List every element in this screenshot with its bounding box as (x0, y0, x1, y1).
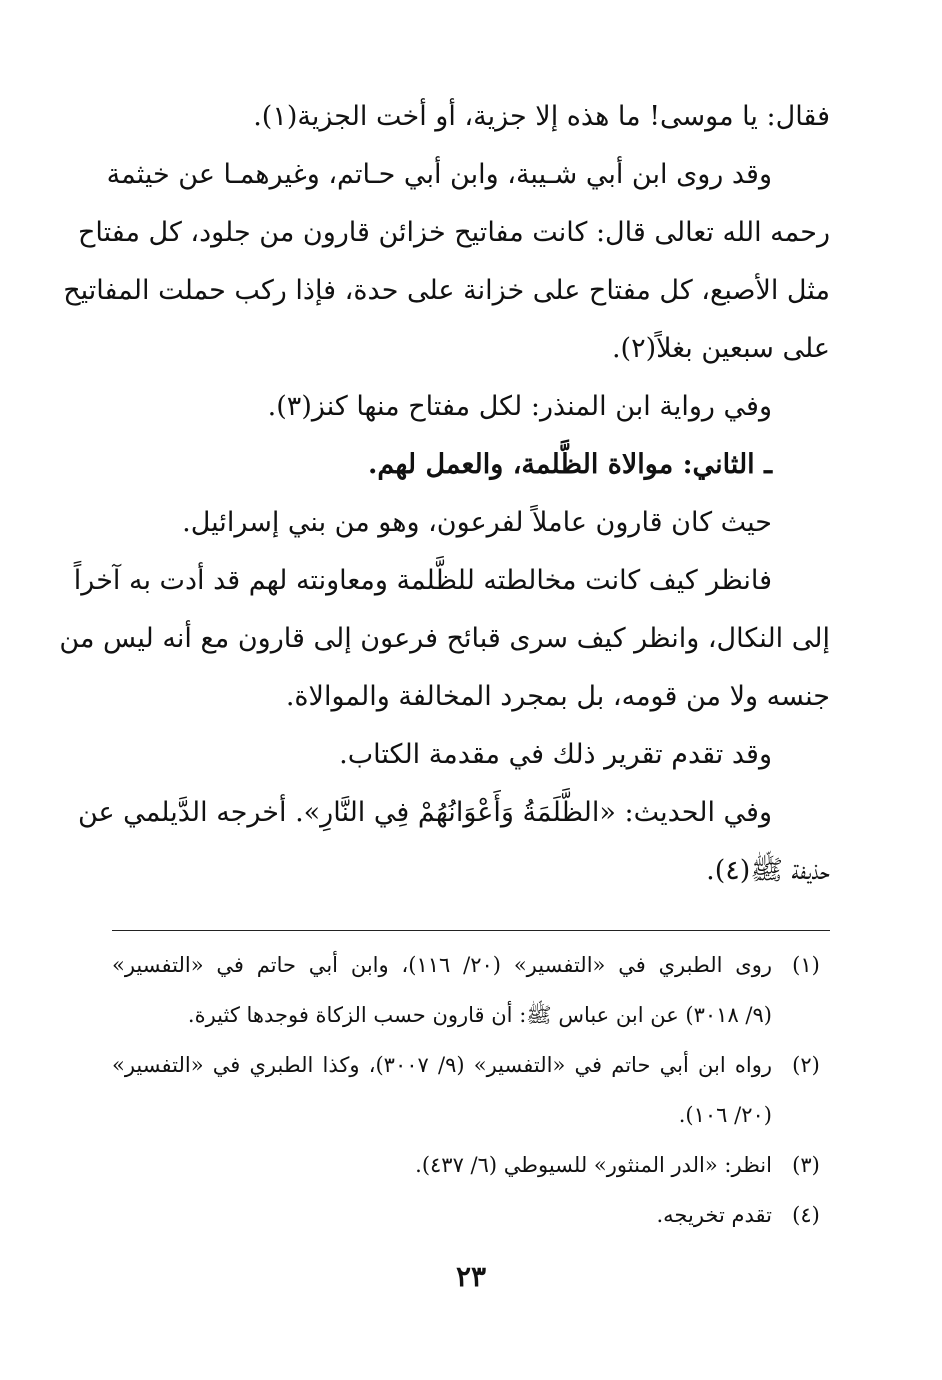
footnote-line (112, 1090, 830, 1140)
text-line: وقد روى ابن أبي شـيبة، وابن أبي حـاتم، وغيرهمـا عن خيثمة (106, 159, 772, 190)
text-line: وفي رواية ابن المنذر: لكل مفتاح منها كنز(٣). (267, 391, 772, 422)
footnote-line (112, 990, 830, 1040)
footnote-text: (٩/ ٣٠١٨) عن ابن عباس ﷺ: أن قارون حسب الزكاة فوجدها كثيرة. (187, 1003, 772, 1027)
text-line: فقال: يا موسى! ما هذه إلا جزية، أو أخت الجزية(١). (253, 101, 830, 132)
text-line: حذيفة ﷺ(٤). (706, 855, 830, 886)
text-line: وقد تقدم تقرير ذلك في مقدمة الكتاب. (339, 739, 772, 770)
footnote-line (112, 1190, 830, 1240)
footnote-text: تقدم تخريجه. (656, 1203, 772, 1227)
text-line: على سبعين بغلاً(٢). (611, 333, 830, 364)
text-line: فانظر كيف كانت مخالطته للظَّلمة ومعاونته لهم قد أدت به آخراً (73, 565, 772, 596)
footnote-number: (٣) (792, 1153, 820, 1177)
footnote-text: انظر: «الدر المنثور» للسيوطي (٦/ ٤٣٧). (415, 1153, 772, 1177)
text-line: مثل الأصبع، كل مفتاح على خزانة على حدة، فإذا ركب حملت المفاتيح (63, 275, 830, 306)
footnote-line (112, 1040, 830, 1090)
footnote-text: روى الطبري في «التفسير» (٢٠/ ١١٦)، وابن أبي حاتم في «التفسير» (112, 953, 772, 977)
text-line: جنسه ولا من قومه، بل بمجرد المخالفة والموالاة. (285, 681, 830, 712)
footnote-line (112, 940, 830, 990)
footnote-divider (112, 930, 830, 931)
footnotes (112, 940, 830, 1240)
main-text (59, 88, 830, 1227)
footnote-text: رواه ابن أبي حاتم في «التفسير» (٩/ ٣٠٠٧)، وكذا الطبري في «التفسير» (112, 1053, 772, 1077)
footnote-number: (١) (792, 953, 820, 977)
text-line: إلى النكال، وانظر كيف سرى قبائح فرعون إلى قارون مع أنه ليس من (59, 623, 830, 654)
text-line: رحمه الله تعالى قال: كانت مفاتيح خزائن قارون من جلود، كل مفتاح (77, 217, 830, 248)
section-heading: ـ الثاني: موالاة الظَّلمة، والعمل لهم. (368, 449, 772, 480)
footnote-number: (٢) (792, 1053, 820, 1077)
page-number: ٢٣ (455, 1260, 487, 1293)
text-line: وفي الحديث: «الظَّلَمَةُ وَأَعْوَانُهُمْ فِي النَّارِ». أخرجه الدَّيلمي عن (77, 797, 772, 828)
footnote-line (112, 1140, 830, 1190)
footnote-number: (٤) (792, 1203, 820, 1227)
text-line: حيث كان قارون عاملاً لفرعون، وهو من بني إسرائيل. (182, 507, 772, 538)
footnote-text: (٢٠/ ١٠٦). (678, 1103, 772, 1127)
